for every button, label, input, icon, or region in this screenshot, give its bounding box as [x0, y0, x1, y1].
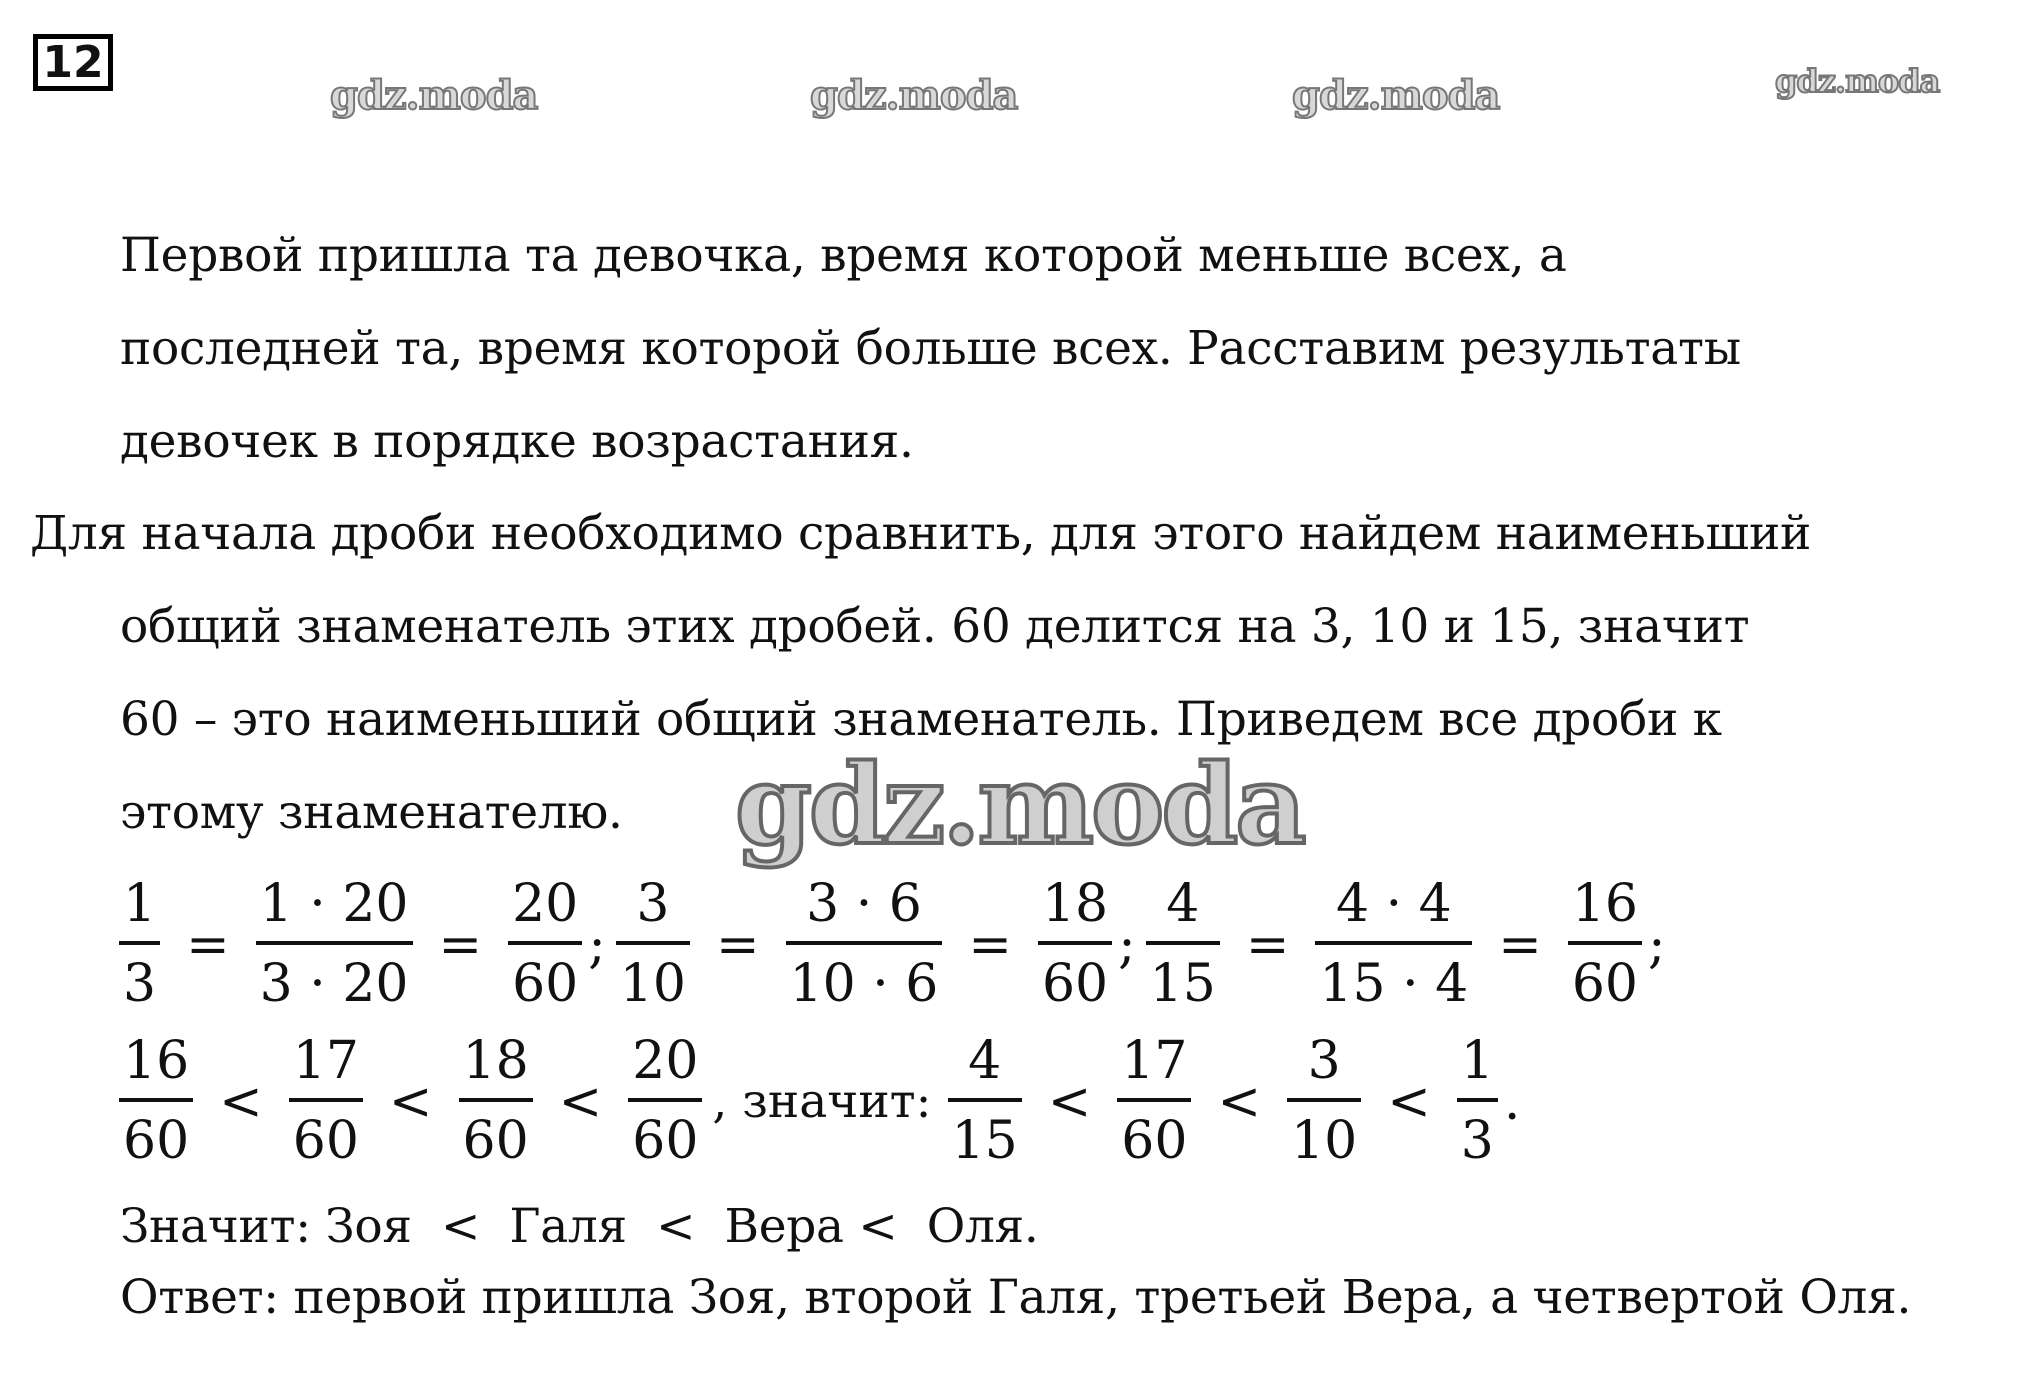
fraction: $\frac{1 \cdot 20}{3 \cdot 20}$: [256, 875, 413, 1015]
equals-sign: =: [186, 914, 230, 975]
equals-sign: =: [715, 914, 760, 975]
task-number: 12: [33, 34, 113, 91]
equation-line-2: [115, 1032, 1526, 1172]
watermark-large: gdz.moda: [735, 740, 1304, 869]
semicolon: ;: [1648, 914, 1666, 975]
fraction: $\frac{1}{3}$: [119, 875, 160, 1015]
fraction: $\frac{3 \cdot 6}{10 \cdot 6}$: [786, 875, 943, 1015]
fraction: $\frac{3}{10}$: [616, 875, 690, 1015]
watermark: gdz.moda: [330, 72, 538, 119]
text-line: последней та, время которой больше всех. Расставим результаты: [120, 321, 1741, 376]
less-than-sign: <: [1047, 1071, 1092, 1132]
semicolon: ;: [1118, 914, 1136, 975]
fraction: $\frac{4}{15}$: [948, 1032, 1022, 1172]
fraction: $\frac{17}{60}$: [289, 1032, 363, 1172]
semicolon: ;: [588, 914, 606, 975]
less-than-sign: <: [1387, 1071, 1431, 1132]
watermark: gdz.moda: [1292, 72, 1500, 119]
fraction: $\frac{3}{10}$: [1287, 1032, 1361, 1172]
equals-sign: =: [438, 914, 483, 975]
conclusion-line: Значит: Зоя < Галя < Вера < Оля.: [120, 1199, 1039, 1254]
text-line: девочек в порядке возрастания.: [120, 414, 914, 469]
less-than-sign: <: [219, 1071, 263, 1132]
fraction: $\frac{18}{60}$: [1038, 875, 1112, 1015]
fraction: $\frac{16}{60}$: [119, 1032, 193, 1172]
watermark: gdz.moda: [1775, 62, 1940, 100]
connector-text: , значит:: [712, 1074, 932, 1130]
text-line: общий знаменатель этих дробей. 60 делится на 3, 10 и 15, значит: [120, 599, 1750, 654]
less-than-sign: <: [1217, 1071, 1262, 1132]
less-than-sign: <: [388, 1071, 433, 1132]
text-line: этому знаменателю.: [120, 785, 623, 840]
fraction: $\frac{20}{60}$: [508, 875, 582, 1015]
equation-line-1: [115, 875, 1672, 1015]
text-line: Первой пришла та девочка, время которой меньше всех, а: [120, 228, 1567, 283]
fraction: $\frac{4}{15}$: [1146, 875, 1220, 1015]
fraction: $\frac{20}{60}$: [628, 1032, 702, 1172]
equals-sign: =: [1498, 914, 1542, 975]
fraction: $\frac{4 \cdot 4}{15 \cdot 4}$: [1315, 875, 1472, 1015]
answer-line: Ответ: первой пришла Зоя, второй Галя, третьей Вера, а четвертой Оля.: [120, 1270, 1912, 1325]
text-line: Для начала дроби необходимо сравнить, для этого найдем наименьший: [30, 506, 1812, 561]
equals-sign: =: [1245, 914, 1290, 975]
period: .: [1503, 1071, 1521, 1132]
watermark: gdz.moda: [810, 72, 1018, 119]
fraction: $\frac{1}{3}$: [1457, 1032, 1498, 1172]
fraction: $\frac{18}{60}$: [459, 1032, 533, 1172]
text-line: 60 – это наименьший общий знаменатель. Приведем все дроби к: [120, 692, 1722, 747]
less-than-sign: <: [558, 1071, 603, 1132]
equals-sign: =: [968, 914, 1012, 975]
fraction: $\frac{16}{60}$: [1568, 875, 1642, 1015]
fraction: $\frac{17}{60}$: [1117, 1032, 1191, 1172]
